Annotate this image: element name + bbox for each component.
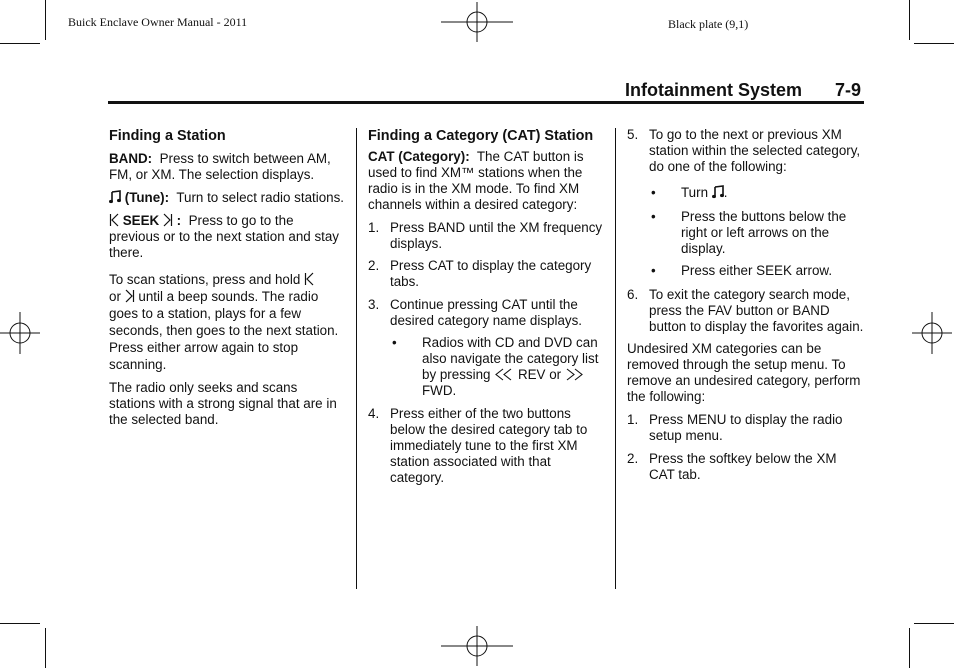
section-title: Infotainment System	[625, 80, 803, 100]
registration-mark-bottom-icon	[441, 626, 513, 666]
list-number: 5.	[627, 127, 639, 142]
bullet-text: Press either SEEK arrow.	[681, 263, 833, 278]
cat-paragraph	[368, 149, 606, 213]
band-label: BAND:	[109, 151, 153, 166]
manual-title: Buick Enclave Owner Manual - 2011	[68, 15, 248, 29]
column-divider	[615, 128, 616, 589]
plate-label: Black plate (9,1)	[668, 17, 749, 31]
column-divider	[356, 128, 357, 589]
rev-label: REV or	[517, 367, 562, 382]
list-text: Press either of the two buttons below the desired category tab to immediately tune to the first XM station associated with that category.	[390, 406, 588, 485]
list-number: 6.	[627, 287, 639, 302]
band-text: Press to switch between AM, FM, or XM. The selection displays.	[109, 151, 331, 182]
header-rule	[108, 101, 864, 104]
list-text: To exit the category search mode, press the FAV button or BAND button to display the favorites again.	[649, 287, 864, 334]
turn-label: Turn	[681, 185, 709, 200]
column-1	[109, 127, 347, 428]
bullet-item	[368, 335, 606, 399]
fwd-label: FWD.	[422, 383, 457, 398]
list-number: 1.	[368, 220, 380, 235]
registration-mark-top-icon	[441, 2, 513, 42]
list-text: Press the softkey below the XM CAT tab.	[649, 451, 837, 482]
seek-back-icon	[109, 213, 119, 227]
undesired-paragraph: Undesired XM categories can be removed through the setup menu. To remove an undesired category, perform the following:	[627, 341, 861, 404]
page-number: 7-9	[835, 80, 862, 100]
tune-text: Turn to select radio stations.	[176, 190, 345, 205]
list-number: 1.	[627, 412, 639, 427]
list-number: 2.	[627, 451, 639, 466]
bullet-item	[627, 263, 865, 279]
scan-paragraph	[109, 271, 347, 373]
bullet: •	[392, 335, 397, 350]
rewind-icon	[494, 368, 514, 381]
music-note-icon	[109, 190, 121, 204]
fast-forward-icon	[565, 368, 585, 381]
list-item	[368, 406, 606, 486]
seek-back-icon	[304, 272, 314, 286]
turn-period: .	[723, 185, 728, 200]
list-item	[368, 297, 606, 329]
bullet-text	[422, 335, 606, 399]
list-item	[627, 127, 865, 175]
bullet-text: Press the buttons below the right or left arrows on the display.	[681, 209, 847, 256]
list-number: 2.	[368, 258, 380, 273]
column-2	[368, 127, 606, 486]
signal-paragraph: The radio only seeks and scans stations with a strong signal that are in the selected band.	[109, 380, 337, 427]
registration-mark-left-icon	[0, 312, 40, 354]
bullet-text-a: Radios with CD and DVD can also navigate the category list by pressing	[422, 335, 599, 382]
bullet-text	[681, 185, 865, 201]
list-text: Press MENU to display the radio setup menu.	[649, 412, 843, 443]
seek-forward-icon	[163, 213, 173, 227]
list-text: Continue pressing CAT until the desired category name displays.	[390, 297, 583, 328]
list-text: To go to the next or previous XM station within the selected category, do one of the following:	[649, 127, 861, 174]
seek-colon: :	[176, 213, 182, 228]
list-text: Press CAT to display the category tabs.	[390, 258, 592, 289]
column-3	[627, 127, 865, 483]
bullet-item	[627, 185, 865, 201]
cat-text: The CAT button is used to find XM™ stations when the radio is in the XM mode. To find XM channels within a desired category:	[368, 149, 584, 212]
list-item	[627, 412, 865, 444]
list-item	[368, 258, 606, 290]
scan-or: or	[109, 289, 121, 304]
scan-text-b: until a beep sounds. The radio goes to a station, plays for a few seconds, then goes to the next station. Press either arrow again to stop scanning.	[109, 289, 339, 372]
tune-label: (Tune):	[124, 190, 170, 205]
list-item	[368, 220, 606, 252]
bullet-item	[627, 209, 865, 257]
registration-mark-right-icon	[912, 312, 952, 354]
finding-station-heading: Finding a Station	[109, 128, 226, 144]
seek-text: Press to go to the previous or to the next station and stay there.	[109, 213, 340, 260]
seek-label: SEEK	[122, 213, 160, 228]
cat-label: CAT (Category):	[368, 149, 470, 164]
list-text: Press BAND until the XM frequency displays.	[390, 220, 603, 251]
bullet: •	[651, 263, 656, 278]
music-note-icon	[712, 185, 724, 199]
list-item	[627, 451, 865, 483]
list-number: 3.	[368, 297, 380, 312]
list-number: 4.	[368, 406, 380, 421]
finding-category-heading: Finding a Category (CAT) Station	[368, 128, 594, 144]
seek-forward-icon	[125, 289, 135, 303]
scan-text-a: To scan stations, press and hold	[109, 272, 301, 287]
bullet: •	[651, 209, 656, 224]
bullet: •	[651, 185, 656, 200]
tune-paragraph	[109, 190, 347, 206]
band-paragraph	[109, 151, 347, 183]
seek-paragraph	[109, 213, 347, 261]
list-item	[627, 287, 865, 335]
